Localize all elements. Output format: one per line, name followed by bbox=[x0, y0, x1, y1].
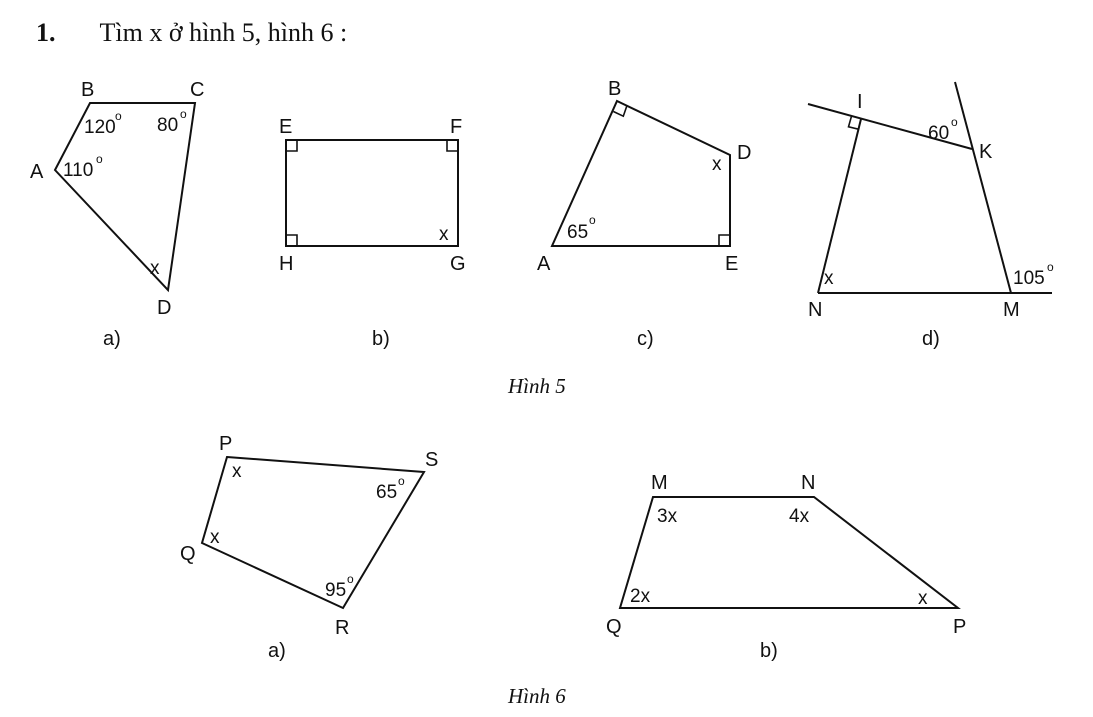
fig6a-quadrilateral bbox=[180, 433, 438, 662]
fig5a-degree-B: o bbox=[115, 109, 122, 123]
fig5a-angle-C: 80 bbox=[157, 115, 179, 136]
fig5a-point-B: B bbox=[81, 79, 95, 101]
fig5d-quadrilateral bbox=[808, 82, 1054, 350]
fig5d-angle-N: x bbox=[824, 268, 834, 289]
fig5a-point-D: D bbox=[157, 297, 172, 319]
fig5d-point-N: N bbox=[808, 299, 823, 321]
fig5d-line-KM bbox=[955, 82, 1011, 293]
fig6b-quadrilateral bbox=[606, 472, 966, 662]
figure6-caption: Hình 6 bbox=[508, 684, 566, 708]
fig6b-point-M: M bbox=[651, 472, 668, 494]
fig6a-point-S: S bbox=[425, 449, 439, 471]
fig5b-angle-G: x bbox=[439, 224, 449, 245]
fig5d-caption: d) bbox=[922, 328, 940, 350]
fig6b-point-Q: Q bbox=[606, 616, 622, 638]
exercise-number: 1. bbox=[36, 18, 56, 47]
fig5b-point-F: F bbox=[450, 116, 463, 138]
fig5a-angle-A: 110 bbox=[63, 160, 94, 181]
fig6b-point-N: N bbox=[801, 472, 816, 494]
fig5b-point-E: E bbox=[279, 116, 293, 138]
fig5b-right-angle-F bbox=[447, 140, 458, 151]
fig6a-caption: a) bbox=[268, 640, 286, 662]
fig5b-right-angle-E bbox=[286, 140, 297, 151]
fig6a-angle-P: x bbox=[232, 461, 242, 482]
fig5c-quadrilateral bbox=[537, 78, 751, 350]
fig5b-point-G: G bbox=[450, 253, 466, 275]
fig5c-angle-A: 65 bbox=[567, 222, 589, 243]
fig6b-caption: b) bbox=[760, 640, 778, 662]
fig5d-point-I: I bbox=[857, 91, 863, 113]
fig6b-angle-Q: 2x bbox=[630, 586, 651, 607]
fig6b-angle-M: 3x bbox=[657, 506, 678, 527]
fig5a-caption: a) bbox=[103, 328, 121, 350]
fig5d-point-K: K bbox=[979, 141, 993, 163]
fig6b-angle-P: x bbox=[918, 588, 928, 609]
fig5b-caption: b) bbox=[372, 328, 390, 350]
fig6b-angle-N: 4x bbox=[789, 506, 810, 527]
fig5a-quadrilateral bbox=[30, 79, 204, 350]
exercise-question: Tìm x ở hình 5, hình 6 : bbox=[99, 18, 348, 47]
fig6a-angle-R: 95 bbox=[325, 580, 347, 601]
fig5a-point-C: C bbox=[190, 79, 205, 101]
fig5b-right-angle-H bbox=[286, 235, 297, 246]
fig6a-point-R: R bbox=[335, 617, 350, 639]
fig6a-degree-R: o bbox=[347, 572, 354, 586]
fig5d-line-IN bbox=[818, 119, 861, 293]
fig5c-point-B: B bbox=[608, 78, 622, 100]
fig5b-shape bbox=[286, 140, 458, 246]
fig5c-point-E: E bbox=[725, 253, 739, 275]
fig5a-degree-A: o bbox=[96, 152, 103, 166]
fig5c-degree-A: o bbox=[589, 213, 596, 227]
fig5b-rectangle bbox=[279, 116, 466, 350]
fig5d-degree-K: o bbox=[951, 115, 958, 129]
fig6a-point-P: P bbox=[219, 433, 233, 455]
fig5c-right-angle-B bbox=[613, 106, 627, 116]
fig5a-degree-C: o bbox=[180, 107, 187, 121]
fig6a-angle-S: 65 bbox=[376, 482, 398, 503]
fig5c-angle-D: x bbox=[712, 154, 722, 175]
fig6a-point-Q: Q bbox=[180, 543, 196, 565]
fig6a-degree-S: o bbox=[398, 474, 405, 488]
fig5c-caption: c) bbox=[637, 328, 654, 350]
fig5d-angle-K: 60 bbox=[928, 123, 950, 144]
fig5d-angle-M: 105 bbox=[1013, 268, 1045, 289]
fig5a-point-A: A bbox=[30, 161, 44, 183]
fig5a-angle-D: x bbox=[150, 258, 160, 279]
fig5c-right-angle-E bbox=[719, 235, 730, 246]
fig5d-point-M: M bbox=[1003, 299, 1020, 321]
fig5b-point-H: H bbox=[279, 253, 294, 275]
fig5d-degree-M: o bbox=[1047, 260, 1054, 274]
fig5c-point-A: A bbox=[537, 253, 551, 275]
fig5c-point-D: D bbox=[737, 142, 752, 164]
fig5a-angle-B: 120 bbox=[84, 117, 116, 138]
figure5-caption: Hình 5 bbox=[508, 374, 566, 398]
fig6a-angle-Q: x bbox=[210, 527, 220, 548]
fig6b-point-P: P bbox=[953, 616, 967, 638]
